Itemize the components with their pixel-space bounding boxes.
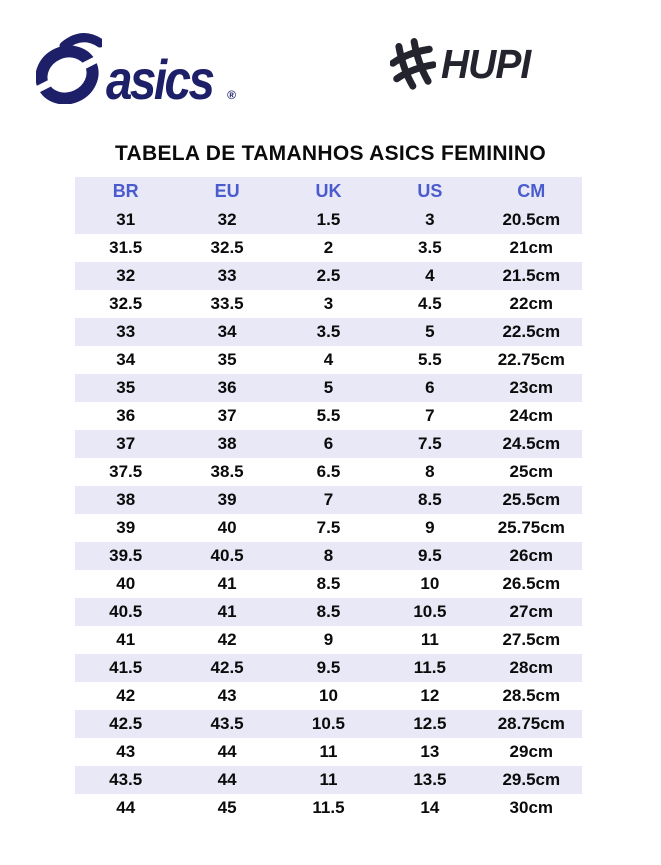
size-cell: 6 (425, 378, 435, 397)
size-cell: 38.5 (210, 462, 244, 481)
size-cell: 5.5 (418, 350, 442, 369)
size-cell: 41.5 (109, 658, 143, 677)
size-cell: 44 (217, 770, 237, 789)
size-cell: 37 (217, 406, 237, 425)
size-cell: 41 (116, 630, 136, 649)
size-cell: 20.5cm (502, 210, 561, 229)
hupi-wordmark: HUPI (441, 40, 531, 87)
size-cell: 40.5 (210, 546, 244, 565)
size-cell: 9 (425, 518, 435, 537)
size-cell: 41 (217, 574, 237, 593)
size-cell: 4.5 (418, 294, 442, 313)
table-row (75, 430, 582, 458)
size-cell: 2 (323, 238, 334, 257)
size-cell: 40.5 (109, 602, 143, 621)
size-cell: 11.5 (413, 658, 446, 677)
size-cell: 38 (217, 434, 237, 453)
size-cell: 12 (420, 686, 440, 705)
size-cell: 9.5 (418, 546, 442, 565)
table-row (75, 766, 582, 794)
size-cell: 34 (217, 322, 237, 341)
size-cell: 39.5 (109, 546, 143, 565)
size-cell: 28.75cm (497, 714, 565, 733)
asics-logo (36, 30, 236, 112)
table-row (75, 234, 582, 262)
size-cell: 35 (116, 378, 136, 397)
hupi-logo (390, 38, 535, 90)
table-header-row (75, 177, 582, 206)
size-cell: 8 (425, 462, 435, 481)
table-row (75, 514, 582, 542)
asics-spiral-icon (36, 30, 102, 104)
table-row (75, 402, 582, 430)
size-cell: 11 (319, 742, 338, 761)
size-cell: 42.5 (210, 658, 244, 677)
size-cell: 6 (323, 434, 334, 453)
table-row (75, 626, 582, 654)
size-cell: 33.5 (210, 294, 244, 313)
size-cell: 32.5 (109, 294, 143, 313)
size-cell: 10.5 (311, 714, 346, 733)
size-cell: 9.5 (316, 658, 341, 677)
size-cell: 43.5 (109, 770, 143, 789)
size-cell: 43.5 (210, 714, 244, 733)
size-cell: 26.5cm (502, 574, 561, 593)
size-cell: 25cm (509, 462, 554, 481)
size-cell: 7 (425, 406, 435, 425)
size-cell: 32.5 (210, 238, 244, 257)
size-cell: 7.5 (418, 434, 442, 453)
size-cell: 41 (217, 602, 237, 621)
size-cell: 10 (420, 574, 440, 593)
table-head (75, 177, 582, 206)
size-cell: 5 (323, 378, 334, 397)
column-header-us: US (379, 177, 480, 206)
size-cell: 9 (323, 630, 334, 649)
column-header-br: BR (75, 177, 176, 206)
size-cell: 22cm (509, 294, 554, 313)
size-cell: 8.5 (316, 602, 341, 621)
size-cell: 4 (425, 266, 435, 285)
size-table (75, 177, 582, 822)
size-cell: 42 (116, 686, 136, 705)
page-title: TABELA DE TAMANHOS ASICS FEMININO (114, 142, 547, 165)
size-cell: 31 (116, 210, 136, 229)
size-cell: 8 (323, 546, 334, 565)
size-cell: 38 (116, 490, 136, 509)
size-cell: 33 (217, 266, 237, 285)
size-cell: 24cm (509, 406, 554, 425)
size-cell: 44 (217, 742, 237, 761)
size-cell: 42 (217, 630, 237, 649)
size-cell: 3.5 (418, 238, 442, 257)
size-cell: 11 (420, 630, 439, 649)
asics-wordmark: asics (106, 48, 213, 112)
table-row (75, 682, 582, 710)
table-body (75, 206, 582, 822)
size-cell: 45 (217, 798, 237, 817)
size-cell: 21.5cm (502, 266, 561, 285)
size-cell: 10.5 (413, 602, 447, 621)
size-cell: 12.5 (413, 714, 447, 733)
size-cell: 40 (217, 518, 237, 537)
table-row (75, 346, 582, 374)
size-cell: 36 (116, 406, 136, 425)
size-cell: 22.75cm (497, 350, 565, 369)
size-cell: 27cm (509, 602, 554, 621)
size-cell: 32 (116, 266, 136, 285)
size-cell: 7 (323, 490, 334, 509)
size-cell: 1.5 (316, 210, 341, 229)
size-cell: 43 (217, 686, 237, 705)
table-row (75, 542, 582, 570)
size-cell: 4 (323, 350, 334, 369)
size-cell: 13 (420, 742, 440, 761)
size-cell: 25.75cm (497, 518, 565, 537)
table-row (75, 458, 582, 486)
size-cell: 3.5 (316, 322, 341, 341)
size-cell: 28cm (509, 658, 554, 677)
table-row (75, 318, 582, 346)
size-cell: 26cm (509, 546, 554, 565)
logo-row (0, 0, 661, 116)
size-cell: 10 (319, 686, 338, 705)
size-cell: 35 (217, 350, 237, 369)
size-cell: 3 (425, 210, 435, 229)
table-row (75, 794, 582, 822)
size-cell: 36 (217, 378, 237, 397)
size-cell: 5.5 (316, 406, 341, 425)
size-cell: 14 (420, 798, 440, 817)
column-header-uk: UK (278, 177, 379, 206)
size-cell: 29.5cm (502, 770, 561, 789)
size-cell: 37 (116, 434, 136, 453)
size-cell: 32 (217, 210, 237, 229)
size-cell: 5 (425, 322, 435, 341)
size-cell: 11 (319, 770, 338, 789)
registered-mark: ® (227, 88, 236, 102)
size-cell: 7.5 (316, 518, 341, 537)
size-cell: 39 (116, 518, 136, 537)
size-cell: 44 (116, 798, 136, 817)
table-row (75, 710, 582, 738)
size-cell: 28.5cm (502, 686, 561, 705)
table-row (75, 486, 582, 514)
size-cell: 22.5cm (502, 322, 561, 341)
table-row (75, 290, 582, 318)
size-cell: 21cm (509, 238, 554, 257)
size-cell: 37.5 (109, 462, 143, 481)
size-cell: 3 (323, 294, 334, 313)
size-cell: 23cm (509, 378, 554, 397)
table-row (75, 206, 582, 234)
table-row (75, 570, 582, 598)
size-cell: 33 (116, 322, 136, 341)
size-cell: 25.5cm (502, 490, 561, 509)
size-cell: 43 (116, 742, 136, 761)
size-cell: 40 (116, 574, 136, 593)
size-cell: 31.5 (109, 238, 143, 257)
size-cell: 24.5cm (502, 434, 561, 453)
table-row (75, 654, 582, 682)
size-cell: 8.5 (316, 574, 341, 593)
hupi-hash-icon (390, 38, 436, 90)
column-header-eu: EU (176, 177, 277, 206)
size-cell: 29cm (509, 742, 554, 761)
table-row (75, 374, 582, 402)
size-cell: 13.5 (413, 770, 447, 789)
size-cell: 2.5 (316, 266, 341, 285)
size-cell: 11.5 (312, 798, 345, 817)
table-row (75, 738, 582, 766)
size-cell: 34 (116, 350, 136, 369)
size-cell: 27.5cm (502, 630, 561, 649)
size-cell: 6.5 (316, 462, 341, 481)
size-cell: 8.5 (418, 490, 442, 509)
table-row (75, 262, 582, 290)
table-row (75, 598, 582, 626)
size-cell: 42.5 (109, 714, 143, 733)
size-cell: 30cm (509, 798, 554, 817)
size-cell: 39 (217, 490, 237, 509)
column-header-cm: CM (481, 177, 582, 206)
